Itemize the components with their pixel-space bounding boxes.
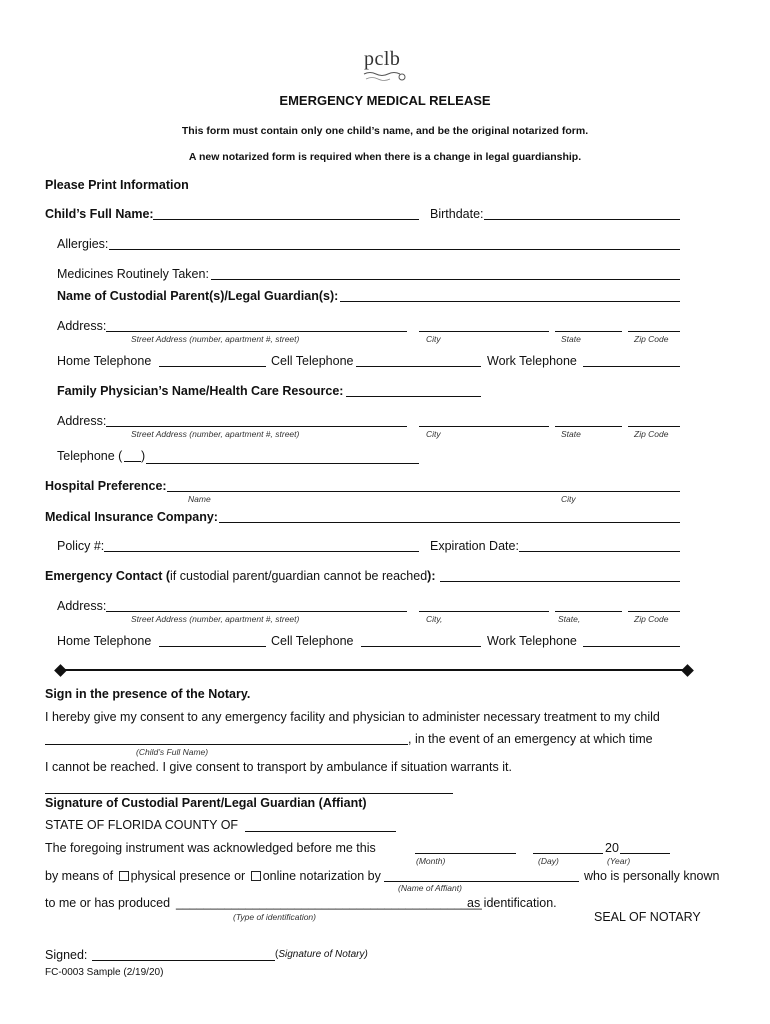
child-name-field[interactable] [153, 219, 419, 220]
form-id-footer: FC-0003 Sample (2/19/20) [45, 967, 164, 978]
divider-diamond-left [54, 664, 67, 677]
emergency-label-part-3: ): [427, 569, 436, 583]
caption-child-name: (Child’s Full Name) [136, 747, 209, 757]
home-telephone-field[interactable] [159, 366, 266, 367]
telephone-close-paren: ) [141, 449, 146, 463]
emergency-state-field[interactable] [555, 611, 622, 612]
work-telephone-field-2[interactable] [583, 646, 680, 647]
caption-state-2: State [561, 429, 581, 439]
caption-state-3: State, [558, 614, 581, 624]
guardian-field[interactable] [340, 301, 680, 302]
signed-label: Signed: [45, 948, 88, 962]
guardian-zip-field[interactable] [628, 331, 680, 332]
caption-affiant-name: (Name of Affiant) [398, 883, 462, 893]
allergies-field[interactable] [109, 249, 680, 250]
caption-city-3: City, [426, 614, 443, 624]
physical-presence-checkbox[interactable] [119, 871, 129, 881]
guardian-street-field[interactable] [106, 331, 407, 332]
caption-city-2: City [426, 429, 441, 439]
notary-signature-field[interactable] [92, 960, 275, 961]
emergency-zip-field[interactable] [628, 611, 680, 612]
emergency-address-label: Address: [57, 599, 107, 613]
caption-street-2: Street Address (number, apartment #, street) [131, 429, 300, 439]
insurance-label: Medical Insurance Company: [45, 510, 218, 524]
caption-day: (Day) [538, 856, 559, 866]
work-telephone-label: Work Telephone [487, 354, 577, 368]
personally-known-label: who is personally known [584, 869, 720, 883]
logo-wave-mark [362, 70, 408, 82]
header-note-2: A new notarized form is required when there is a change in legal guardianship. [188, 151, 582, 163]
hospital-field[interactable] [167, 491, 680, 492]
produced-prefix: to me or has produced [45, 896, 171, 910]
caption-hospital-city: City [561, 494, 576, 504]
form-title: EMERGENCY MEDICAL RELEASE [279, 93, 491, 108]
physician-zip-field[interactable] [628, 426, 680, 427]
home-telephone-label-2: Home Telephone [57, 634, 152, 648]
state-county-label: STATE OF FLORIDA COUNTY OF [45, 818, 239, 832]
consent-line-3: I cannot be reached. I give consent to transport by ambulance if situation warrants it. [45, 760, 512, 774]
caption-street: Street Address (number, apartment #, street) [131, 334, 300, 344]
year-field[interactable] [620, 853, 670, 854]
caption-state: State [561, 334, 581, 344]
emergency-label-part-2: if custodial parent/guardian cannot be reached [170, 569, 428, 583]
online-notarization-checkbox[interactable] [251, 871, 261, 881]
cell-telephone-field-2[interactable] [361, 646, 481, 647]
insurance-field[interactable] [219, 522, 680, 523]
allergies-label: Allergies: [57, 237, 109, 251]
work-telephone-field[interactable] [583, 366, 680, 367]
home-telephone-label: Home Telephone [57, 354, 152, 368]
produced-suffix: as identification. [467, 896, 557, 910]
online-notarization-label: online notarization by [262, 869, 381, 883]
area-code-field[interactable] [124, 461, 141, 462]
physician-city-field[interactable] [419, 426, 549, 427]
caption-notary-text: Signature of Notary) [278, 949, 368, 960]
caption-zip-2: Zip Code [634, 429, 669, 439]
expiration-label: Expiration Date: [430, 539, 519, 553]
physician-telephone-field[interactable] [146, 463, 419, 464]
guardian-city-field[interactable] [419, 331, 549, 332]
seal-of-notary: SEAL OF NOTARY [594, 910, 701, 924]
caption-identification-type: (Type of identification) [233, 912, 316, 922]
child-name-label: Child’s Full Name: [45, 207, 154, 221]
physician-state-field[interactable] [555, 426, 622, 427]
section-title-print: Please Print Information [45, 178, 189, 192]
county-field[interactable] [245, 831, 396, 832]
guardian-address-label: Address: [57, 319, 107, 333]
affiant-signature-label: Signature of Custodial Parent/Legal Guardian (Affiant) [45, 796, 367, 810]
caption-zip: Zip Code [634, 334, 669, 344]
expiration-field[interactable] [519, 551, 680, 552]
caption-street-3: Street Address (number, apartment #, street) [131, 614, 300, 624]
guardian-label: Name of Custodial Parent(s)/Legal Guardian(s): [57, 289, 339, 303]
logo-text: pclb [364, 48, 401, 70]
physician-address-label: Address: [57, 414, 107, 428]
emergency-city-field[interactable] [419, 611, 549, 612]
birthdate-field[interactable] [484, 219, 680, 220]
means-prefix: by means of [45, 869, 114, 883]
policy-field[interactable] [104, 551, 419, 552]
affiant-signature-field[interactable] [45, 793, 453, 794]
cell-telephone-label-2: Cell Telephone [271, 634, 354, 648]
physician-street-field[interactable] [106, 426, 407, 427]
header-note-1: This form must contain only one child’s name, and be the original notarized form. [181, 125, 589, 137]
cell-telephone-label: Cell Telephone [271, 354, 354, 368]
caption-hospital-name: Name [188, 494, 211, 504]
day-field[interactable] [533, 853, 603, 854]
caption-notary-paren: ( [275, 949, 279, 960]
guardian-state-field[interactable] [555, 331, 622, 332]
work-telephone-label-2: Work Telephone [487, 634, 577, 648]
home-telephone-field-2[interactable] [159, 646, 266, 647]
emergency-contact-label [45, 569, 435, 583]
caption-notary-signature [275, 949, 368, 960]
caption-zip-3: Zip Code [634, 614, 669, 624]
consent-line-2: , in the event of an emergency at which time [408, 732, 653, 746]
medicines-field[interactable] [211, 279, 680, 280]
divider-diamond-right [681, 664, 694, 677]
sign-notary-title: Sign in the presence of the Notary. [45, 687, 251, 701]
medicines-label: Medicines Routinely Taken: [57, 267, 209, 281]
caption-city: City [426, 334, 441, 344]
physician-telephone-label: Telephone ( [57, 449, 123, 463]
physical-presence-label: physical presence or [130, 869, 246, 883]
consent-line-1: I hereby give my consent to any emergency facility and physician to administer necessary treatment to my child [45, 710, 660, 724]
means-line [45, 869, 381, 883]
physician-field[interactable] [346, 396, 481, 397]
emergency-contact-field[interactable] [440, 581, 680, 582]
policy-label: Policy #: [57, 539, 105, 553]
hospital-label: Hospital Preference: [45, 479, 167, 493]
cell-telephone-field[interactable] [356, 366, 481, 367]
year-prefix: 20 [605, 841, 619, 855]
caption-month: (Month) [416, 856, 446, 866]
identification-type-field[interactable]: ____________________________________________ [176, 896, 482, 910]
birthdate-label: Birthdate: [430, 207, 484, 221]
caption-year: (Year) [607, 856, 631, 866]
physician-label: Family Physician’s Name/Health Care Resource: [57, 384, 344, 398]
emergency-street-field[interactable] [106, 611, 407, 612]
month-field[interactable] [415, 853, 516, 854]
consent-child-name-field[interactable] [45, 744, 408, 745]
affiant-name-field[interactable] [384, 881, 579, 882]
emergency-label-part-1: Emergency Contact ( [45, 569, 171, 583]
acknowledged-label: The foregoing instrument was acknowledged before me this [45, 841, 376, 855]
